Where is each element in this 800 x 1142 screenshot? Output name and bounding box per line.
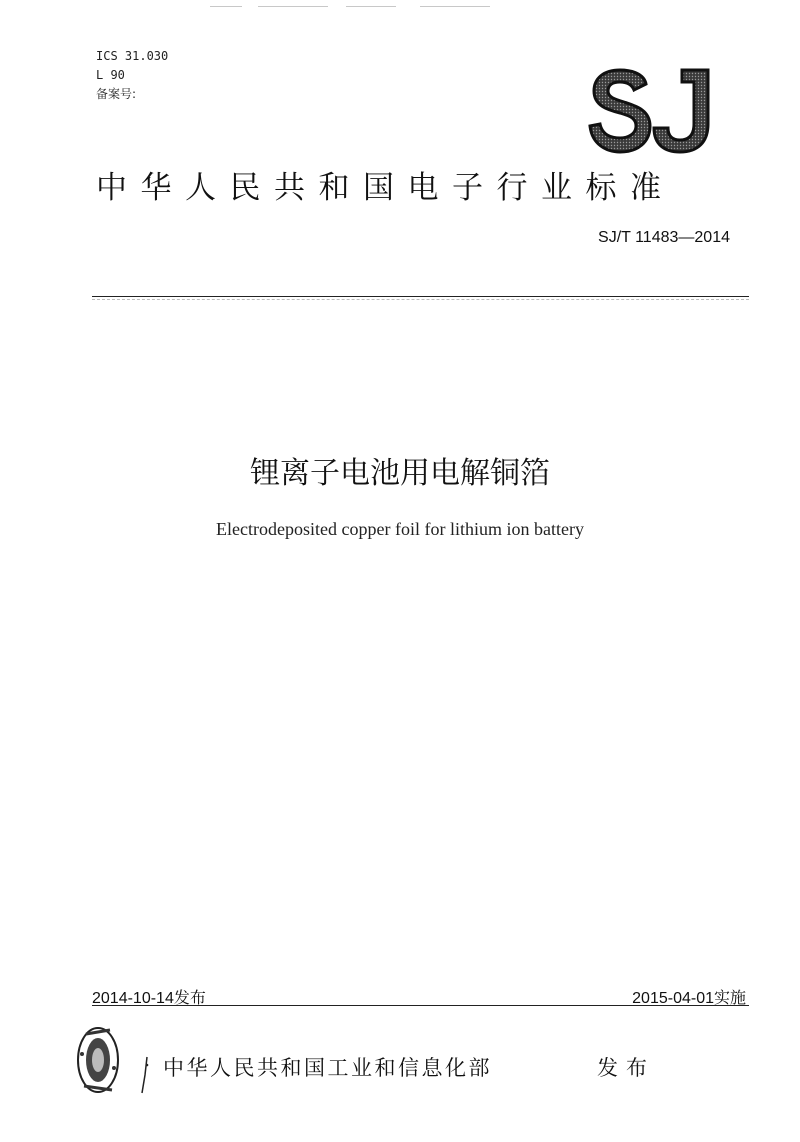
scan-mark <box>258 6 328 7</box>
ccs-code: L 90 <box>96 68 125 82</box>
footer-divider <box>92 1005 749 1006</box>
document-title-english: Electrodeposited copper foil for lithium ion battery <box>216 519 584 539</box>
ministry-emblem-icon <box>72 1024 124 1096</box>
standard-category: 中华人民共和国电子行业标准 <box>96 170 675 206</box>
sj-logo <box>586 66 716 156</box>
scan-mark <box>210 6 242 7</box>
record-number-label: 备案号: <box>96 87 137 101</box>
header-divider-shadow <box>92 299 749 300</box>
logo-letter-s <box>590 70 650 152</box>
scan-mark <box>346 6 396 7</box>
issue-action: 发布 <box>597 1056 655 1080</box>
logo-letter-j <box>654 70 708 152</box>
standard-code: SJ/T 11483—2014 <box>598 229 730 246</box>
scan-artifact-mark <box>138 1055 152 1095</box>
publish-date: 2014-10-14发布 <box>92 990 206 1007</box>
issuing-authority: 中华人民共和国工业和信息化部 <box>163 1056 492 1080</box>
header-divider <box>92 296 749 297</box>
ics-code: ICS 31.030 <box>96 49 169 63</box>
scan-mark <box>420 6 490 7</box>
classification-block <box>96 47 168 104</box>
document-title-chinese: 锂离子电池用电解铜箔 <box>250 456 550 491</box>
effective-date: 2015-04-01实施 <box>632 990 746 1007</box>
